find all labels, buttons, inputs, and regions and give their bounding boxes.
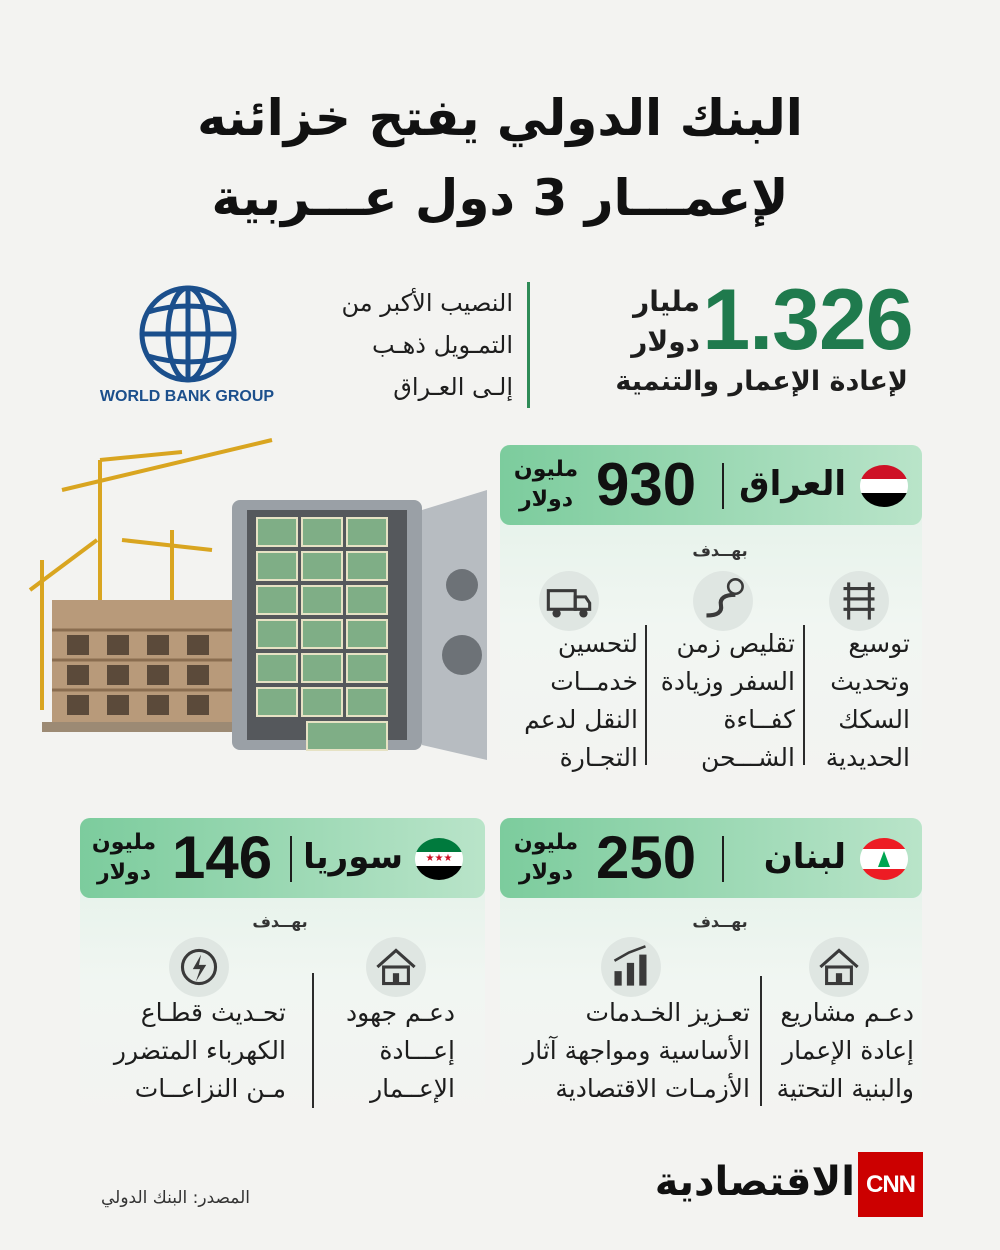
- house-rebuild-icon: [808, 936, 870, 998]
- route-clock-icon: [692, 570, 754, 632]
- world-bank-label: WORLD BANK GROUP: [99, 388, 275, 405]
- iraq-name: العراق: [739, 464, 846, 504]
- syria-item-1-line-3: الإعــمار: [370, 1074, 455, 1103]
- share-note: [300, 282, 530, 408]
- construction-and-safe-illustration: [22, 430, 502, 770]
- syria-goal-label: بهــدف: [252, 912, 308, 931]
- lebanon-name: لبنان: [763, 837, 846, 877]
- lebanon-item-2-line-2: الأساسية ومواجهة آثار: [523, 1036, 750, 1065]
- lebanon-item-2-line-3: الأزمـات الاقتصادية: [555, 1074, 750, 1103]
- share-note-line-2: التمـويل ذهـب: [372, 331, 513, 359]
- iraq-card: [500, 445, 922, 775]
- lebanon-item-2-line-1: تعـزيز الخـدمات: [585, 998, 750, 1027]
- total-unit: [600, 282, 700, 362]
- syria-unit-line-2: دولار: [96, 860, 151, 885]
- syria-card: [80, 818, 485, 1118]
- iraq-unit-line-1: مليون: [513, 457, 579, 482]
- syria-item-2-line-2: الكهرباء المتضرر: [113, 1036, 286, 1065]
- iraq-item-3-line-1: لتحسين: [557, 629, 638, 658]
- iraq-item-1-line-1: توسيع: [848, 629, 910, 658]
- house-rebuild-icon: [365, 936, 427, 998]
- lebanon-item-1-line-2: إعادة الإعمار: [782, 1036, 914, 1065]
- syria-item-1-line-1: دعـم جهود: [346, 998, 455, 1027]
- syria-item-1-line-2: إعـــادة: [379, 1036, 455, 1065]
- syria-divider: [290, 836, 292, 882]
- iraq-item-2-line-3: كفــاءة: [723, 705, 795, 734]
- syria-separator: [312, 973, 314, 1108]
- lebanon-item-1-line-3: والبنية التحتية: [776, 1074, 914, 1103]
- railway-icon: [828, 570, 890, 632]
- syria-name: سوريا: [303, 837, 403, 877]
- iraq-item-3-line-4: التجـارة: [559, 743, 638, 772]
- source-note: المصدر: البنك الدولي: [100, 1188, 250, 1208]
- iraq-item-2-text: [650, 625, 795, 777]
- iraq-item-1-line-4: الحديدية: [825, 743, 910, 772]
- lebanon-separator: [760, 976, 762, 1106]
- iraq-item-2-line-2: السفر وزيادة: [660, 667, 795, 696]
- growth-chart-icon: [600, 936, 662, 998]
- iraq-item-1-line-3: السكك: [838, 705, 910, 734]
- iraq-unit-line-2: دولار: [518, 487, 573, 512]
- syria-item-2-text: [90, 994, 286, 1108]
- total-unit-line-2: دولار: [631, 325, 700, 358]
- lebanon-item-1-text: [762, 994, 914, 1108]
- lebanon-item-1-line-1: دعـم مشاريع: [780, 998, 914, 1027]
- lebanon-item-2-text: [504, 994, 750, 1108]
- lebanon-divider: [722, 836, 724, 882]
- share-note-line-1: النصيب الأكبر من: [341, 289, 513, 317]
- iraq-item-3-text: [510, 625, 638, 777]
- total-amount: 1.326: [702, 272, 913, 368]
- lebanon-amount: 250: [596, 824, 697, 891]
- lebanon-unit-line-2: دولار: [518, 860, 573, 885]
- lebanon-flag-icon: [860, 838, 908, 880]
- syria-item-2-line-1: تحـديث قطـاع: [140, 998, 286, 1027]
- total-caption: لإعادة الإعمار والتنمية: [615, 366, 908, 397]
- iraq-item-3-line-2: خدمــات: [550, 667, 638, 696]
- iraq-amount-unit: [506, 455, 586, 515]
- iraq-item-3-line-3: النقل لدعم: [524, 705, 638, 734]
- title-line-2: لإعمـــار 3 دول عـــربية: [211, 169, 789, 227]
- electricity-icon: [168, 936, 230, 998]
- syria-item-2-line-3: مـن النزاعــات: [134, 1074, 286, 1103]
- title-line-1: البنك الدولي يفتح خزائنه: [197, 89, 803, 147]
- iraq-divider: [722, 463, 724, 509]
- iraq-item-2-line-1: تقليص زمن: [676, 629, 795, 658]
- syria-amount-unit: [84, 828, 164, 888]
- syria-flag-icon: ★★★: [415, 838, 463, 880]
- syria-unit-line-1: مليون: [91, 830, 157, 855]
- lebanon-unit-line-1: مليون: [513, 830, 579, 855]
- syria-item-1-text: [320, 994, 455, 1108]
- iraq-separator-2: [645, 625, 647, 765]
- iraq-goal-label: بهــدف: [692, 541, 748, 560]
- iraq-item-2-line-4: الشـــحن: [700, 743, 795, 772]
- cnn-logo: CNN: [858, 1152, 923, 1217]
- lebanon-amount-unit: [506, 828, 586, 888]
- total-unit-line-1: مليار: [633, 285, 700, 318]
- iraq-separator-1: [803, 625, 805, 765]
- share-note-line-3: إلـى العـراق: [393, 373, 513, 401]
- lebanon-goal-label: بهــدف: [692, 912, 748, 931]
- page-title: [0, 78, 1000, 238]
- iraq-amount: 930: [596, 451, 697, 518]
- iraq-flag-icon: [860, 465, 908, 507]
- iraq-item-1-text: [800, 625, 910, 777]
- truck-icon: [538, 570, 600, 632]
- iraq-item-1-line-2: وتحديث: [830, 667, 910, 696]
- syria-amount: 146: [172, 824, 273, 891]
- lebanon-card: [500, 818, 922, 1118]
- brand-name: الاقتصادية: [654, 1159, 855, 1205]
